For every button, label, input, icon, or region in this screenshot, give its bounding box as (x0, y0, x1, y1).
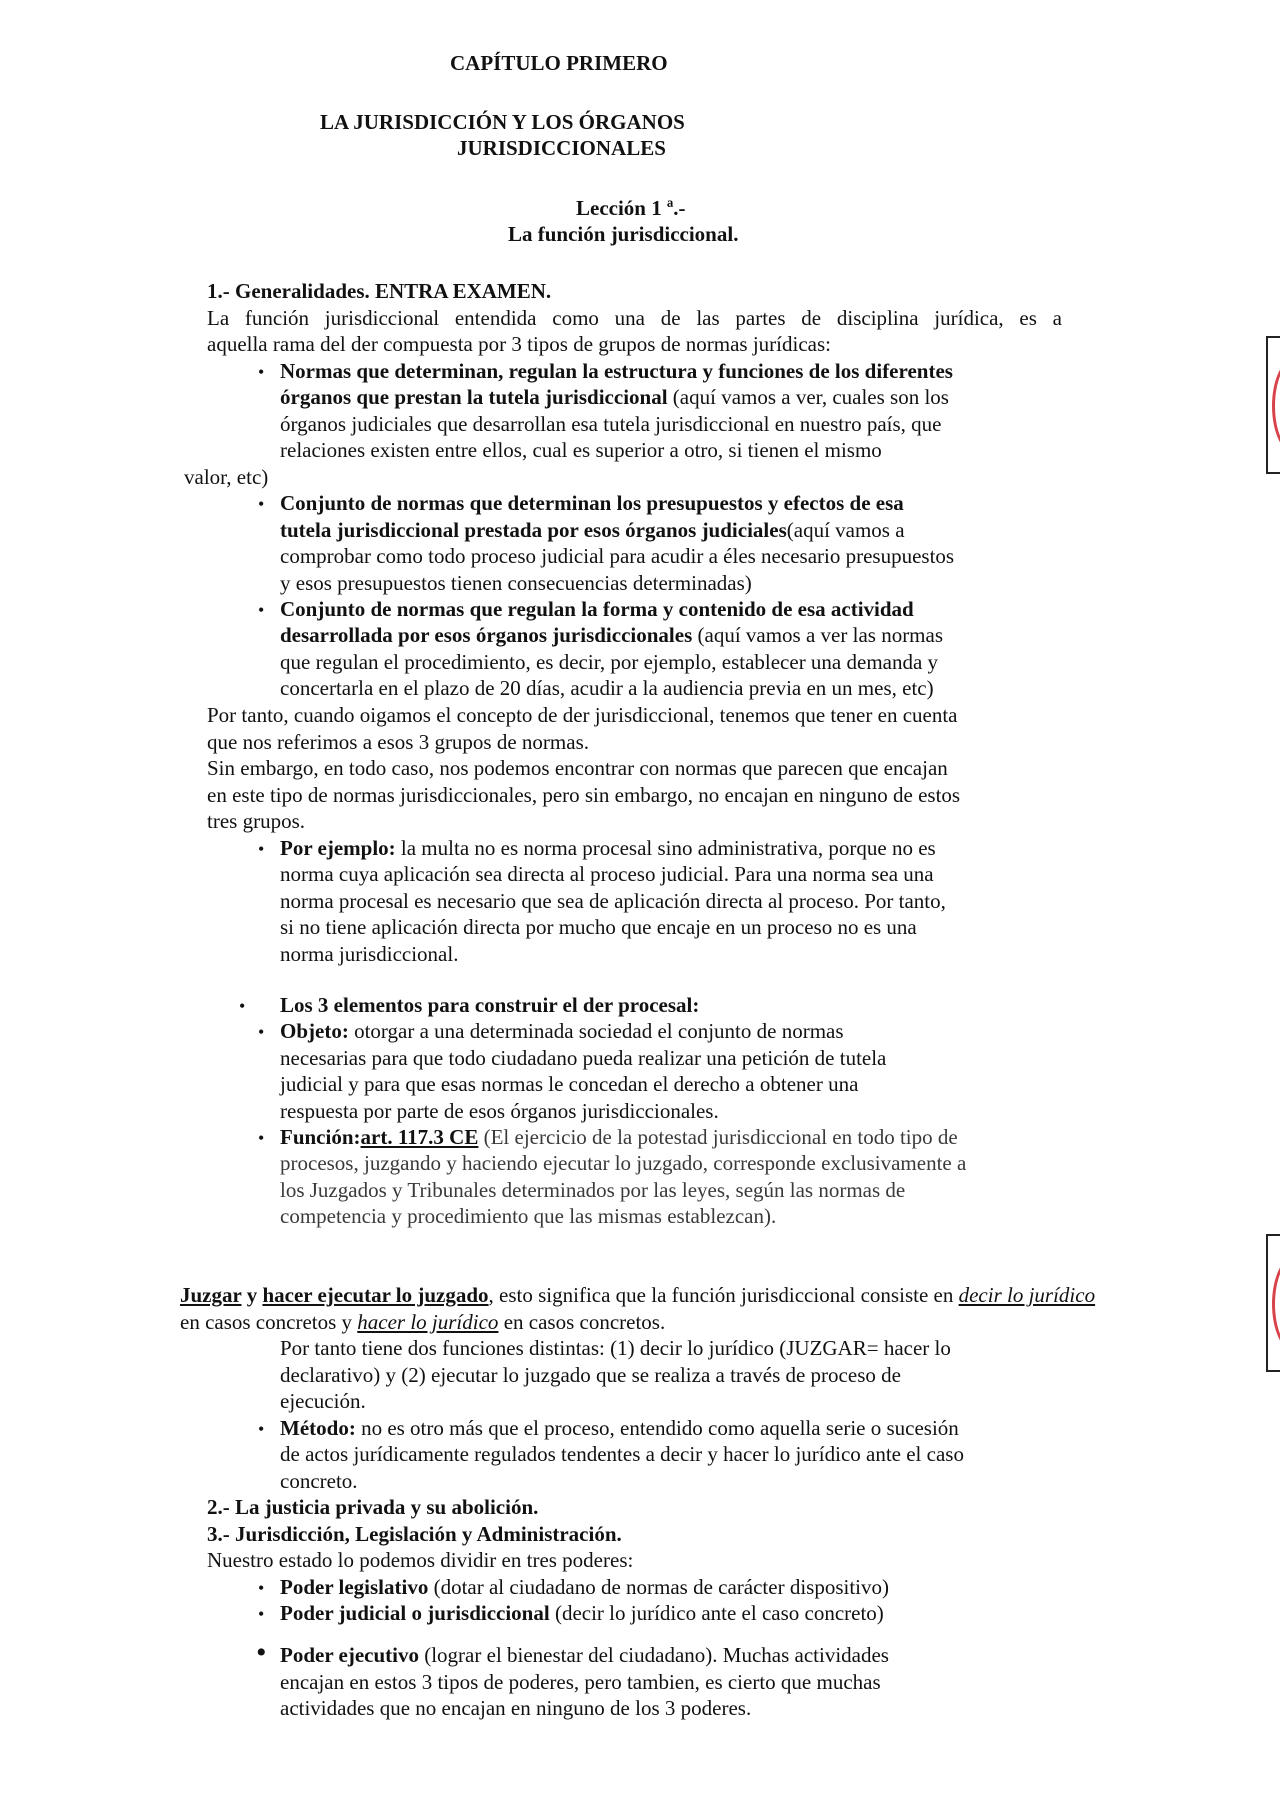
poder-legislativo (280, 1574, 889, 1601)
juzgar-line-2 (180, 1309, 665, 1336)
paragraph-2-line-2: en este tipo de normas jurisdiccionales, pero sin embargo, no encajan en ninguno de estos (207, 783, 961, 807)
objeto-line-4: respuesta por parte de esos órganos jurisdiccionales. (280, 1099, 719, 1123)
metodo-label: Método: (280, 1416, 356, 1440)
example-line-4: si no tiene aplicación directa por mucho que encaje en un proceso no es una (280, 915, 917, 939)
poder-ejecutivo-label: Poder ejecutivo (280, 1643, 419, 1667)
paragraph-1-line-1: Por tanto, cuando oigamos el concepto de der jurisdiccional, tenemos que tener en cuenta (207, 703, 958, 727)
juzgar-line-2-b: en casos concretos. (498, 1310, 666, 1334)
bullet-icon: • (258, 494, 265, 514)
bullet-icon: • (258, 839, 265, 859)
bullet-2-line-4: y esos presupuestos tienen consecuencias determinadas) (280, 571, 752, 595)
bullet-2-bold: tutela jurisdiccional prestada por esos órganos judiciales (280, 518, 787, 542)
juzgar-term: Juzgar (180, 1283, 242, 1307)
lesson-number: Lección 1 ª.- (576, 196, 686, 220)
elements-heading: Los 3 elementos para construir el der procesal: (280, 993, 700, 1017)
metodo-line-1 (280, 1415, 959, 1442)
section-1-heading-text: 1.- Generalidades. ENTRA EXAMEN. (207, 279, 552, 303)
bullet-2-line-3: comprobar como todo proceso judicial para acudir a éles necesario presupuestos (280, 544, 955, 568)
stamp-seal-icon (1272, 358, 1280, 454)
funcion-rest: (El ejercicio de la potestad jurisdiccional en todo tipo de (478, 1125, 958, 1149)
example-rest: la multa no es norma procesal sino administrativa, porque no es (395, 836, 936, 860)
poder-judicial-rest: (decir lo jurídico ante el caso concreto) (549, 1601, 884, 1625)
margin-stamp (1266, 1234, 1280, 1372)
juzgar-connector: y (241, 1283, 263, 1307)
bullet-1-bold: órganos que prestan la tutela jurisdiccional (280, 385, 668, 409)
funcion-label: Función: (280, 1125, 361, 1149)
section-2-heading: 2.- La justicia privada y su abolición. (207, 1495, 539, 1519)
bullet-icon: • (258, 1604, 265, 1624)
intro-line-1: La función jurisdiccional entendida como una de las partes de disciplina jurídica, es a (207, 306, 1062, 330)
funcion-line-3: los Juzgados y Tribunales determinados por las leyes, según las normas de (280, 1178, 906, 1202)
paragraph-2-line-1: Sin embargo, en todo caso, nos podemos encontrar con normas que parecen que encajan (207, 756, 948, 780)
paragraph-2-line-3: tres grupos. (207, 809, 305, 833)
poder-judicial (280, 1600, 884, 1627)
hacer-ejecutar-term: hacer ejecutar lo juzgado (262, 1283, 489, 1307)
section-3-intro: Nuestro estado lo podemos dividir en tres poderes: (207, 1548, 634, 1572)
poder-judicial-label: Poder judicial o jurisdiccional (280, 1601, 550, 1625)
example-line-1 (280, 835, 936, 862)
bullet-icon: • (258, 600, 265, 620)
example-line-3: norma procesal es necesario que sea de aplicación directa al proceso. Por tanto, (280, 889, 946, 913)
bullet-icon: • (239, 996, 246, 1016)
bullet-3-line-2 (280, 622, 943, 649)
funcion-article-link: art. 117.3 CE (360, 1125, 479, 1149)
juzgar-mid: , esto significa que la función jurisdiccional consiste en (488, 1283, 959, 1307)
bullet-3-bold: desarrollada por esos órganos jurisdiccionales (280, 623, 693, 647)
lesson-title: La función jurisdiccional. (508, 222, 739, 246)
chapter-title: CAPÍTULO PRIMERO (450, 51, 668, 75)
margin-stamp (1266, 336, 1280, 474)
poder-legislativo-label: Poder legislativo (280, 1575, 429, 1599)
hacer-lo-juridico-term: hacer lo jurídico (357, 1310, 499, 1334)
decir-lo-juridico-term: decir lo jurídico (958, 1283, 1096, 1307)
bullet-icon: • (258, 1022, 265, 1042)
metodo-rest: no es otro más que el proceso, entendido como aquella serie o sucesión (355, 1416, 959, 1440)
funcion-line-2: procesos, juzgando y haciendo ejecutar lo juzgado, corresponde exclusivamente a (280, 1151, 967, 1175)
bullet-icon: • (258, 362, 265, 382)
bullet-icon: • (258, 1128, 265, 1148)
poder-ejecutivo-line-3: actividades que no encajan en ninguno de los 3 poderes. (280, 1696, 752, 1720)
bullet-1-rest: (aquí vamos a ver, cuales son los (667, 385, 949, 409)
metodo-line-2: de actos jurídicamente regulados tendentes a decir y hacer lo jurídico ante el caso (280, 1442, 964, 1466)
poder-legislativo-rest: (dotar al ciudadano de normas de carácter dispositivo) (428, 1575, 890, 1599)
por-tanto-line-1: Por tanto tiene dos funciones distintas: (1) decir lo jurídico (JUZGAR= hacer lo (280, 1336, 951, 1360)
section-1-heading (207, 278, 551, 305)
bullet-2-line-1: Conjunto de normas que determinan los presupuestos y efectos de esa (280, 491, 904, 515)
chapter-subtitle-line2: JURISDICCIONALES (457, 136, 666, 160)
stamp-seal-icon (1272, 1256, 1280, 1352)
objeto-line-3: judicial y para que esas normas le concedan el derecho a obtener una (280, 1072, 859, 1096)
juzgar-line-1 (180, 1282, 1095, 1309)
bullet-3-line-4: concertarla en el plazo de 20 días, acudir a la audiencia previa en un mes, etc) (280, 676, 934, 700)
bullet-2-rest: (aquí vamos a (786, 518, 905, 542)
example-line-5: norma jurisdiccional. (280, 942, 459, 966)
section-3-heading: 3.- Jurisdicción, Legislación y Administración. (207, 1522, 622, 1546)
bullet-1-line-4: relaciones existen entre ellos, cual es superior a otro, si tienen el mismo (280, 438, 882, 462)
por-tanto-line-2: declarativo) y (2) ejecutar lo juzgado que se realiza a través de proceso de (280, 1363, 901, 1387)
funcion-line-4: competencia y procedimiento que las mismas establezcan). (280, 1204, 777, 1228)
bullet-icon: • (258, 1578, 265, 1598)
example-label: Por ejemplo: (280, 836, 396, 860)
bullet-icon: • (258, 1419, 265, 1439)
juzgar-line-2-a: en casos concretos y (180, 1310, 358, 1334)
por-tanto-line-3: ejecución. (280, 1389, 366, 1413)
bullet-icon: • (256, 1636, 267, 1669)
metodo-line-3: concreto. (280, 1469, 358, 1493)
funcion-line-1 (280, 1124, 958, 1151)
objeto-line-2: necesarias para que todo ciudadano pueda realizar una petición de tutela (280, 1046, 887, 1070)
bullet-1-line-3: órganos judiciales que desarrollan esa tutela jurisdiccional en nuestro país, que (280, 412, 942, 436)
example-line-2: norma cuya aplicación sea directa al proceso judicial. Para una norma sea una (280, 862, 934, 886)
bullet-1-line-5: valor, etc) (184, 465, 269, 489)
objeto-line-1 (280, 1018, 844, 1045)
poder-ejecutivo-line-2: encajan en estos 3 tipos de poderes, pero tambien, es cierto que muchas (280, 1670, 881, 1694)
objeto-rest: otorgar a una determinada sociedad el conjunto de normas (348, 1019, 844, 1043)
objeto-label: Objeto: (280, 1019, 349, 1043)
bullet-1-line-1: Normas que determinan, regulan la estructura y funciones de los diferentes (280, 359, 953, 383)
poder-ejecutivo-rest: (lograr el bienestar del ciudadano). Muchas actividades (418, 1643, 889, 1667)
poder-ejecutivo-line-1 (280, 1642, 889, 1669)
bullet-3-line-3: que regulan el procedimiento, es decir, por ejemplo, establecer una demanda y (280, 650, 939, 674)
chapter-subtitle-line1: LA JURISDICCIÓN Y LOS ÓRGANOS (320, 110, 685, 134)
bullet-3-line-1: Conjunto de normas que regulan la forma y contenido de esa actividad (280, 597, 914, 621)
intro-line-2: aquella rama del der compuesta por 3 tipos de grupos de normas jurídicas: (207, 332, 831, 356)
bullet-1-line-2 (280, 384, 949, 411)
paragraph-1-line-2: que nos referimos a esos 3 grupos de normas. (207, 730, 589, 754)
bullet-3-rest: (aquí vamos a ver las normas (692, 623, 944, 647)
bullet-2-line-2 (280, 517, 905, 544)
